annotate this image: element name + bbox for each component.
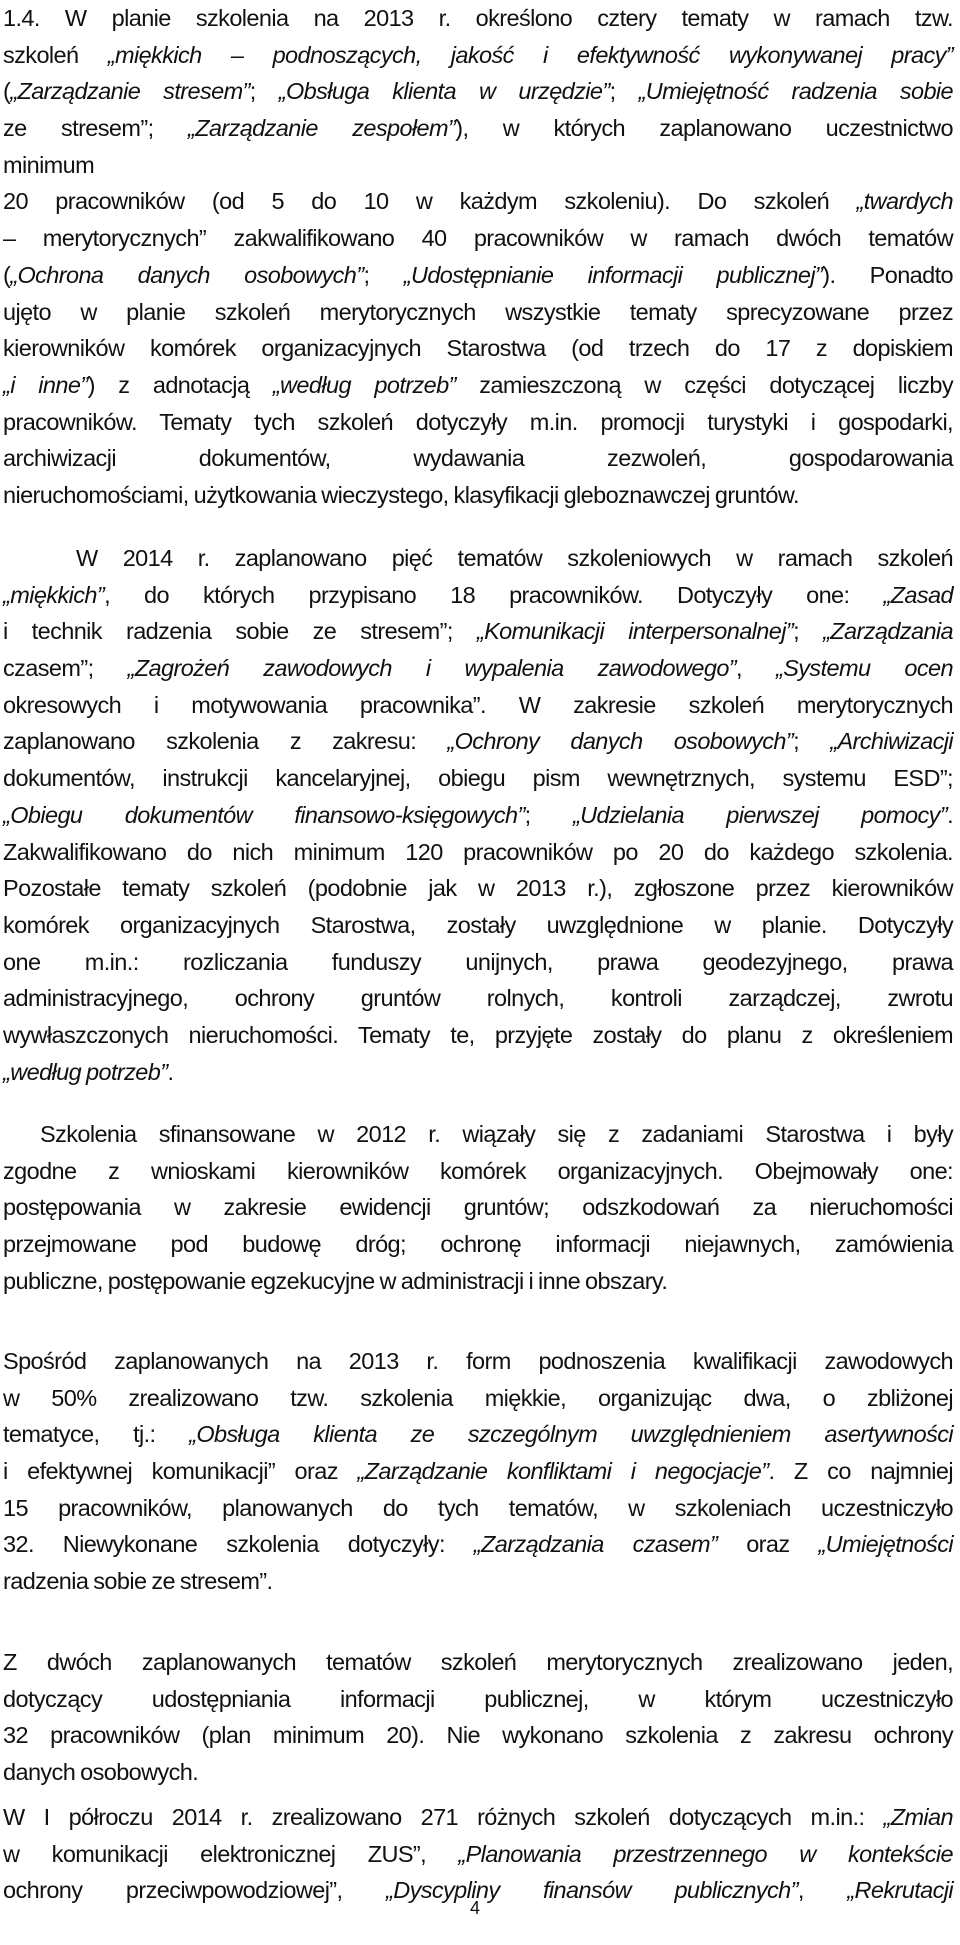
text-line: 20 pracowników (od 5 do 10 w każdym szkoleniu). Do szkoleń „twardych <box>3 188 953 215</box>
text-line: szkoleń „miękkich – podnoszących, jakość i efektywność wykonywanej pracy” <box>3 41 953 68</box>
text-line: „według potrzeb”. <box>3 1058 174 1085</box>
text-line: 32. Niewykonane szkolenia dotyczyły: „Zarządzania czasem” oraz „Umiejętności <box>3 1531 953 1558</box>
text-line: radzenia sobie ze stresem”. <box>3 1568 273 1595</box>
text-line: postępowania w zakresie ewidencji gruntów; odszkodowań za nieruchomości <box>3 1194 953 1221</box>
text-line: danych osobowych. <box>3 1759 199 1786</box>
text-line: Spośród zaplanowanych na 2013 r. form podnoszenia kwalifikacji zawodowych <box>3 1348 953 1374</box>
text-line: one m.in.: rozliczania funduszy unijnych, prawa geodezyjnego, prawa <box>3 948 953 975</box>
text-line: „miękkich”, do których przypisano 18 pracowników. Dotyczyły one: „Zasad <box>3 581 953 608</box>
text-line: („Zarządzanie stresem”; „Obsługa klienta w urzędzie”; „Umiejętność radzenia sobie <box>3 78 954 105</box>
paragraph-6 <box>3 1799 953 1909</box>
text-line: dotyczący udostępniania informacji publicznej, w którym uczestniczyło <box>3 1685 953 1712</box>
text-line: kierowników komórek organizacyjnych Starostwa (od trzech do 17 z dopiskiem <box>3 335 953 362</box>
text-line: ze stresem”; „Zarządzanie zespołem”), w których zaplanowano uczestnictwo <box>3 115 953 142</box>
text-line: i efektywnej komunikacji” oraz „Zarządzanie konfliktami i negocjacje”. Z co najmniej <box>3 1458 954 1485</box>
text-line: „i inne”) z adnotacją „według potrzeb” zamieszczoną w części dotyczącej liczby <box>3 371 954 398</box>
text-line: archiwizacji dokumentów, wydawania zezwoleń, gospodarowania <box>3 445 953 472</box>
text-line: zaplanowano szkolenia z zakresu: „Ochrony danych osobowych”; „Archiwizacji <box>3 728 953 755</box>
text-line: W 2014 r. zaplanowano pięć tematów szkoleniowych w ramach szkoleń <box>76 545 953 571</box>
text-line: Z dwóch zaplanowanych tematów szkoleń merytorycznych zrealizowano jeden, <box>3 1649 953 1675</box>
text-line: okresowych i motywowania pracownika”. W zakresie szkoleń merytorycznych <box>3 691 953 718</box>
paragraph-4 <box>3 1343 953 1600</box>
text-line: tematyce, tj.: „Obsługa klienta ze szczególnym uwzględnieniem asertywności <box>3 1421 953 1448</box>
text-line: dokumentów, instrukcji kancelaryjnej, obiegu pism wewnętrznych, systemu ESD”; <box>3 765 953 792</box>
text-line: w komunikacji elektronicznej ZUS”, „Planowania przestrzennego w kontekście <box>3 1840 953 1867</box>
text-line: 15 pracowników, planowanych do tych tematów, w szkoleniach uczestniczyło <box>3 1494 953 1521</box>
text-line: „Obiegu dokumentów finansowo-księgowych”; „Udzielania pierwszej pomocy”. <box>3 801 953 828</box>
text-line: ochrony przeciwpowodziowej”, „Dyscypliny finansów publicznych”, „Rekrutacji <box>3 1877 953 1904</box>
text-line: przejmowane pod budowę dróg; ochronę informacji niejawnych, zamówienia <box>3 1231 953 1258</box>
paragraph-2 <box>3 540 953 1090</box>
text-line: minimum <box>3 151 95 178</box>
paragraph-3 <box>3 1116 953 1299</box>
text-line: 1.4. W planie szkolenia na 2013 r. określono cztery tematy w ramach tzw. <box>3 5 953 31</box>
text-line: W I półroczu 2014 r. zrealizowano 271 różnych szkoleń dotyczących m.in.: „Zmian <box>3 1804 953 1830</box>
text-line: i technik radzenia sobie ze stresem”; „Komunikacji interpersonalnej”; „Zarządzania <box>3 618 954 645</box>
text-line: administracyjnego, ochrony gruntów rolnych, kontroli zarządczej, zwrotu <box>3 985 953 1012</box>
text-line: – merytorycznych” zakwalifikowano 40 pracowników w ramach dwóch tematów <box>3 225 953 252</box>
text-line: ujęto w planie szkoleń merytorycznych wszystkie tematy sprecyzowane przez <box>3 298 953 325</box>
text-line: wywłaszczonych nieruchomości. Tematy te, przyjęte zostały do planu z określeniem <box>3 1021 953 1048</box>
text-line: w 50% zrealizowano tzw. szkolenia miękkie, organizując dwa, o zbliżonej <box>3 1384 953 1411</box>
text-line: zgodne z wnioskami kierowników komórek organizacyjnych. Obejmowały one: <box>3 1157 953 1184</box>
text-line: Pozostałe tematy szkoleń (podobnie jak w 2013 r.), zgłoszone przez kierowników <box>3 875 953 902</box>
text-line: pracowników. Tematy tych szkoleń dotyczyły m.in. promocji turystyki i gospodarki, <box>3 408 953 435</box>
text-line: publiczne, postępowanie egzekucyjne w administracji i inne obszary. <box>3 1267 668 1294</box>
text-line: Zakwalifikowano do nich minimum 120 pracowników po 20 do każdego szkolenia. <box>3 838 953 865</box>
text-line: komórek organizacyjnych Starostwa, zostały uwzględnione w planie. Dotyczyły <box>3 911 953 938</box>
text-line: czasem”; „Zagrożeń zawodowych i wypalenia zawodowego”, „Systemu ocen <box>3 655 953 682</box>
text-line: („Ochrona danych osobowych”; „Udostępnianie informacji publicznej”). Ponadto <box>3 261 954 288</box>
text-line: 32 pracowników (plan minimum 20). Nie wykonano szkolenia z zakresu ochrony <box>3 1722 953 1749</box>
text-line: Szkolenia sfinansowane w 2012 r. wiązały się z zadaniami Starostwa i były <box>40 1121 953 1147</box>
page-number: 4 <box>470 1898 481 1918</box>
text-line: nieruchomościami, użytkowania wieczystego, klasyfikacji gleboznawczej gruntów. <box>3 481 799 508</box>
paragraph-1 <box>3 0 953 514</box>
paragraph-5 <box>3 1644 953 1791</box>
